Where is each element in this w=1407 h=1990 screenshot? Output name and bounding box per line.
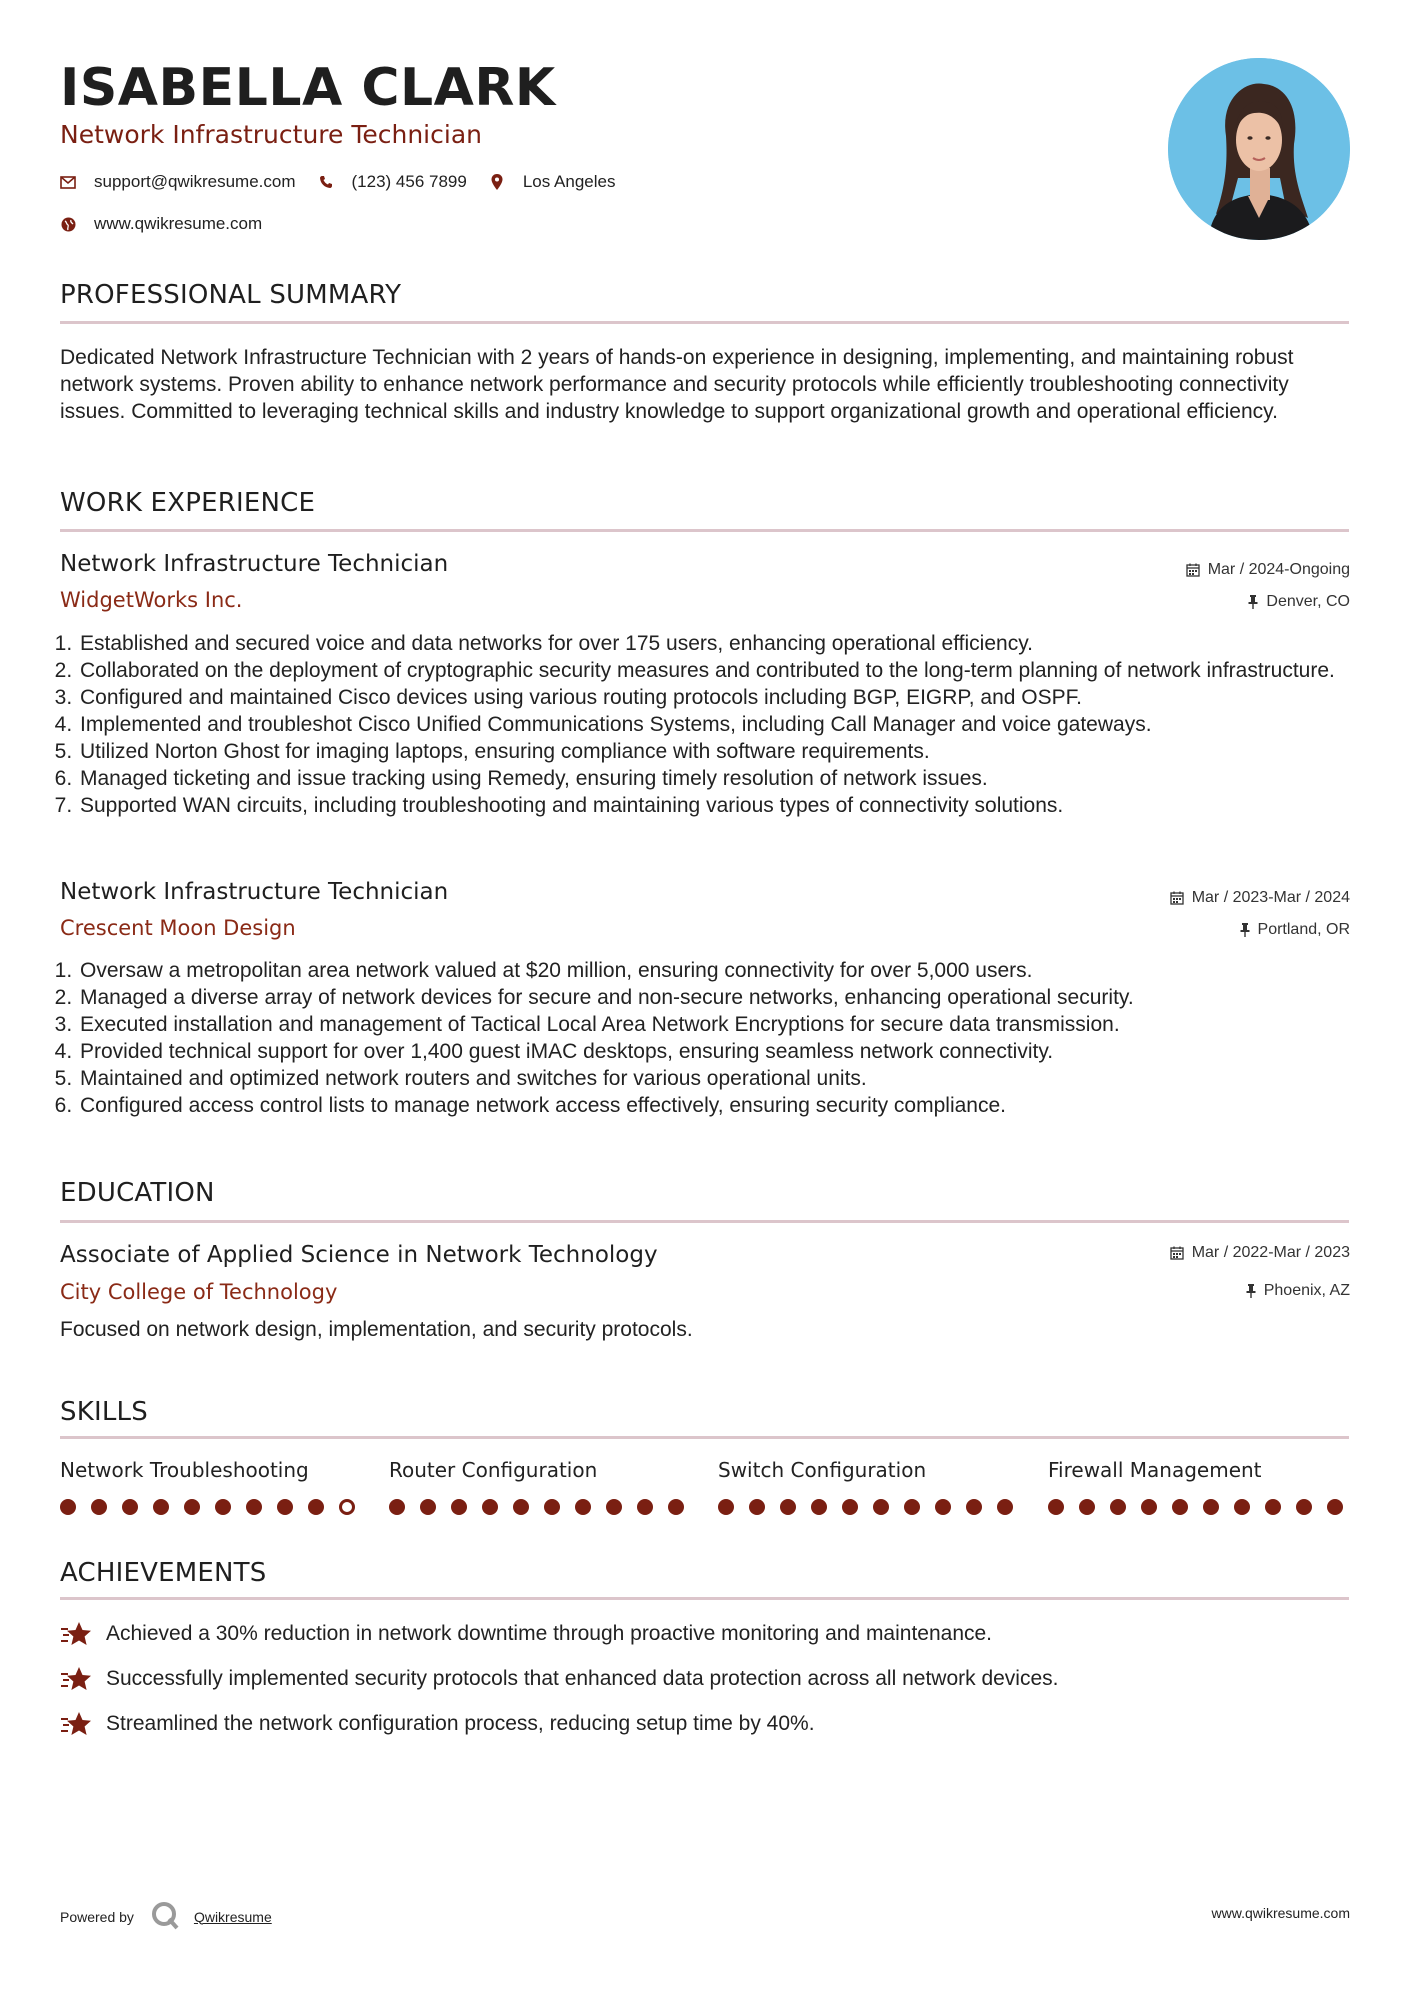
pushpin-icon — [1246, 1284, 1256, 1298]
star-icon — [60, 1665, 92, 1693]
company-name-2: Crescent Moon Design — [60, 916, 296, 940]
list-item: 2. Collaborated on the deployment of cryptographic security measures and contributed to the long-term planning of network infrastructure. — [78, 657, 1378, 684]
rating-dot-filled — [966, 1499, 982, 1515]
summary-heading: PROFESSIONAL SUMMARY — [60, 280, 402, 310]
globe-icon — [60, 216, 76, 232]
rating-dot-filled — [277, 1499, 293, 1515]
rating-dot-filled — [997, 1499, 1013, 1515]
experience-heading: WORK EXPERIENCE — [60, 488, 316, 518]
rating-dot-filled — [1141, 1499, 1157, 1515]
rating-dot-filled — [1265, 1499, 1281, 1515]
list-item: 5. Utilized Norton Ghost for imaging laptops, ensuring compliance with software requirements. — [78, 738, 1378, 765]
calendar-icon — [1186, 563, 1200, 577]
rating-dot-filled — [1234, 1499, 1250, 1515]
education-divider — [60, 1220, 1349, 1223]
list-item: 7. Supported WAN circuits, including troubleshooting and maintaining various types of connectivity solutions. — [78, 792, 1378, 819]
job-title-1: Network Infrastructure Technician — [60, 551, 449, 577]
rating-dot-filled — [513, 1499, 529, 1515]
job-date-text-1: Mar / 2024-Ongoing — [1207, 561, 1350, 578]
pushpin-icon — [1248, 595, 1258, 609]
job-date-text-2: Mar / 2023-Mar / 2024 — [1191, 889, 1350, 906]
job-date-1 — [1186, 561, 1350, 579]
education-location — [1246, 1282, 1350, 1300]
footer-powered-by — [60, 1900, 272, 1933]
school-name: City College of Technology — [60, 1280, 338, 1304]
achievements-heading: ACHIEVEMENTS — [60, 1558, 267, 1588]
rating-dot-filled — [308, 1499, 324, 1515]
skill-rating — [718, 1499, 1028, 1515]
job-location-2 — [1240, 921, 1350, 939]
list-item: 4. Implemented and troubleshot Cisco Unified Communications Systems, including Call Manager and voice gateways. — [78, 711, 1378, 738]
phone-number[interactable]: (123) 456 7899 — [351, 172, 467, 191]
email-icon — [60, 174, 76, 190]
skill-item-4 — [1048, 1458, 1358, 1515]
skill-rating — [60, 1499, 370, 1515]
list-item: 6. Managed ticketing and issue tracking using Remedy, ensuring timely resolution of network issues. — [78, 765, 1378, 792]
calendar-icon — [1170, 1246, 1184, 1260]
education-date-text: Mar / 2022-Mar / 2023 — [1191, 1244, 1350, 1261]
contact-row-primary — [60, 172, 637, 192]
company-name-1: WidgetWorks Inc. — [60, 588, 243, 612]
rating-dot-filled — [935, 1499, 951, 1515]
rating-dot-filled — [482, 1499, 498, 1515]
qwikresume-brand-link[interactable]: Qwikresume — [193, 1908, 272, 1925]
rating-dot-filled — [575, 1499, 591, 1515]
education-heading: EDUCATION — [60, 1178, 215, 1208]
skill-rating — [1048, 1499, 1358, 1515]
skills-divider — [60, 1436, 1349, 1439]
achievements-divider — [60, 1597, 1349, 1600]
rating-dot-filled — [451, 1499, 467, 1515]
education-location-text: Phoenix, AZ — [1263, 1282, 1350, 1299]
education-date — [1170, 1244, 1350, 1262]
rating-dot-filled — [1203, 1499, 1219, 1515]
rating-dot-filled — [718, 1499, 734, 1515]
rating-dot-filled — [389, 1499, 405, 1515]
experience-divider — [60, 529, 1349, 532]
skills-heading: SKILLS — [60, 1397, 148, 1427]
job-location-1 — [1248, 593, 1350, 611]
education-description: Focused on network design, implementation, and security protocols. — [60, 1318, 693, 1341]
rating-dot-filled — [246, 1499, 262, 1515]
phone-icon — [318, 174, 334, 190]
achievement-text: Achieved a 30% reduction in network downtime through proactive monitoring and maintenance. — [106, 1622, 993, 1645]
list-item: 3. Configured and maintained Cisco devices using various routing protocols including BGP, EIGRP, and OSPF. — [78, 684, 1378, 711]
achievement-text: Successfully implemented security protocols that enhanced data protection across all network devices. — [106, 1667, 1059, 1690]
list-item: 4. Provided technical support for over 1,400 guest iMAC desktops, ensuring seamless network connectivity. — [78, 1038, 1378, 1065]
star-icon — [60, 1620, 92, 1648]
job-bullets-1 — [40, 630, 1378, 819]
skill-name: Network Troubleshooting — [60, 1458, 309, 1482]
job-date-2 — [1170, 889, 1350, 907]
job-location-text-1: Denver, CO — [1266, 593, 1350, 610]
list-item: 5. Maintained and optimized network routers and switches for various operational units. — [78, 1065, 1378, 1092]
location-pin-icon — [489, 174, 505, 190]
pushpin-icon — [1240, 923, 1250, 937]
list-item: 1. Oversaw a metropolitan area network valued at $20 million, ensuring connectivity for over 5,000 users. — [78, 957, 1378, 984]
skill-rating — [389, 1499, 699, 1515]
skill-name: Switch Configuration — [718, 1458, 927, 1482]
degree-title: Associate of Applied Science in Network Technology — [60, 1242, 658, 1268]
rating-dot-filled — [420, 1499, 436, 1515]
job-bullets-2 — [40, 957, 1378, 1119]
rating-dot-filled — [1110, 1499, 1126, 1515]
list-item: 6. Configured access control lists to manage network access effectively, ensuring security compliance. — [78, 1092, 1378, 1119]
achievement-text: Streamlined the network configuration process, reducing setup time by 40%. — [106, 1712, 815, 1735]
rating-dot-filled — [91, 1499, 107, 1515]
rating-dot-filled — [637, 1499, 653, 1515]
rating-dot-filled — [1079, 1499, 1095, 1515]
rating-dot-filled — [153, 1499, 169, 1515]
achievement-item-2 — [60, 1665, 1059, 1693]
skill-name: Router Configuration — [389, 1458, 598, 1482]
rating-dot-filled — [668, 1499, 684, 1515]
rating-dot-filled — [215, 1499, 231, 1515]
rating-dot-filled — [749, 1499, 765, 1515]
skill-item-3 — [718, 1458, 1028, 1515]
summary-divider — [60, 321, 1349, 324]
contact-row-secondary — [60, 214, 284, 234]
candidate-title: Network Infrastructure Technician — [60, 120, 482, 149]
list-item: 2. Managed a diverse array of network devices for secure and non-secure networks, enhancing operational security. — [78, 984, 1378, 1011]
location-text: Los Angeles — [522, 172, 616, 191]
list-item: 1. Established and secured voice and data networks for over 175 users, enhancing operational efficiency. — [78, 630, 1378, 657]
rating-dot-filled — [60, 1499, 76, 1515]
qwikresume-logo-icon — [150, 1900, 180, 1933]
skill-item-1 — [60, 1458, 370, 1515]
rating-dot-filled — [811, 1499, 827, 1515]
rating-dot-filled — [873, 1499, 889, 1515]
email-link[interactable]: support@qwikresume.com — [94, 172, 296, 191]
rating-dot-filled — [780, 1499, 796, 1515]
rating-dot-filled — [184, 1499, 200, 1515]
profile-photo — [1168, 58, 1350, 240]
rating-dot-filled — [1296, 1499, 1312, 1515]
candidate-name: ISABELLA CLARK — [60, 58, 556, 118]
list-item: 3. Executed installation and management of Tactical Local Area Network Encryptions for secure data transmission. — [78, 1011, 1378, 1038]
footer-website-link[interactable]: www.qwikresume.com — [1211, 1905, 1350, 1921]
rating-dot-empty — [339, 1499, 355, 1515]
skill-item-2 — [389, 1458, 699, 1515]
summary-text: Dedicated Network Infrastructure Technician with 2 years of hands-on experience in designing, implementing, and maintaining robust network systems. Proven ability to enhance network performance and security protocols while efficiently troubleshooting connectivity issues. Committed to leveraging technical skills and industry knowledge to support organizational growth and operational efficiency. — [60, 346, 1294, 423]
rating-dot-filled — [122, 1499, 138, 1515]
powered-by-label: Powered by — [60, 1908, 134, 1925]
achievement-item-1 — [60, 1620, 992, 1648]
job-title-2: Network Infrastructure Technician — [60, 879, 449, 905]
rating-dot-filled — [842, 1499, 858, 1515]
job-location-text-2: Portland, OR — [1257, 921, 1350, 938]
website-link[interactable]: www.qwikresume.com — [94, 214, 263, 233]
achievement-item-3 — [60, 1710, 815, 1738]
rating-dot-filled — [904, 1499, 920, 1515]
rating-dot-filled — [544, 1499, 560, 1515]
rating-dot-filled — [1048, 1499, 1064, 1515]
calendar-icon — [1170, 891, 1184, 905]
rating-dot-filled — [1172, 1499, 1188, 1515]
skill-name: Firewall Management — [1048, 1458, 1262, 1482]
rating-dot-filled — [606, 1499, 622, 1515]
star-icon — [60, 1710, 92, 1738]
rating-dot-filled — [1327, 1499, 1343, 1515]
